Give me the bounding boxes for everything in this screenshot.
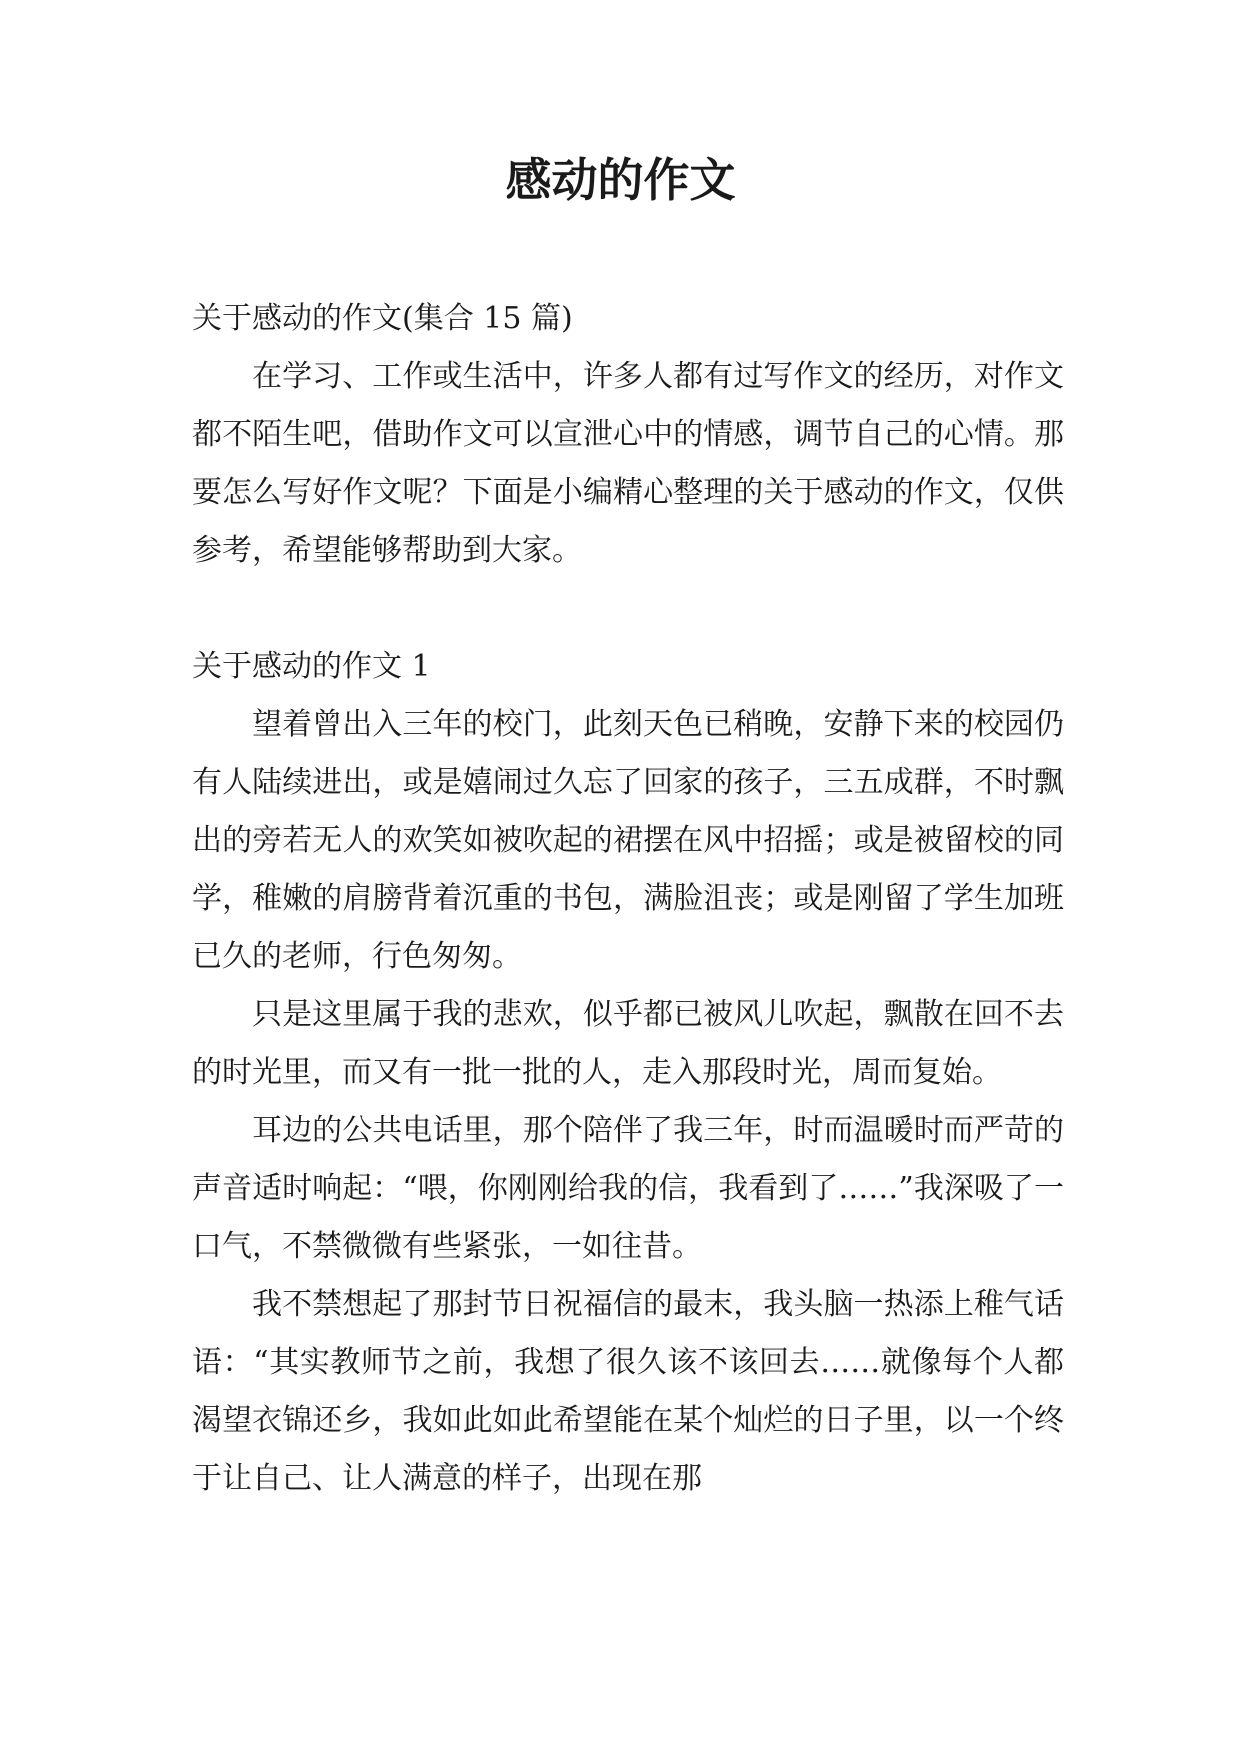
section-heading: 关于感动的作文 1 (192, 649, 431, 684)
section-gap (192, 580, 1064, 638)
body-paragraph: 耳边的公共电话里，那个陪伴了我三年，时而温暖时而严苛的声音适时响起：“喂，你刚刚给我的信，我看到了……”我深吸了一口气，不禁微微有些紧张，一如往昔。 (192, 1113, 1064, 1264)
intro-paragraph: 在学习、工作或生活中，许多人都有过写作文的经历，对作文都不陌生吧，借助作文可以宣泄心中的情感，调节自己的心情。那要怎么写好作文呢？下面是小编精心整理的关于感动的作文，仅供参考，希望能够帮助到大家。 (192, 359, 1064, 568)
body-paragraph: 我不禁想起了那封节日祝福信的最末，我头脑一热添上稚气话语：“其实教师节之前，我想了很久该不该回去……就像每个人都渴望衣锦还乡，我如此如此希望能在某个灿烂的日子里，以一个终于让自己、让人满意的样子，出现在那 (192, 1287, 1064, 1496)
body-paragraph: 只是这里属于我的悲欢，似乎都已被风儿吹起，飘散在回不去的时光里，而又有一批一批的人，走入那段时光，周而复始。 (192, 997, 1064, 1090)
document-body (192, 290, 1064, 1508)
body-paragraph: 望着曾出入三年的校门，此刻天色已稍晚，安静下来的校园仍有人陆续进出，或是嬉闹过久忘了回家的孩子，三五成群，不时飘出的旁若无人的欢笑如被吹起的裙摆在风中招摇；或是被留校的同学，稚嫩的肩膀背着沉重的书包，满脸沮丧；或是刚留了学生加班已久的老师，行色匆匆。 (192, 707, 1064, 974)
document-subtitle: 关于感动的作文(集合 15 篇) (192, 301, 573, 336)
document-title: 感动的作文 (505, 153, 736, 207)
